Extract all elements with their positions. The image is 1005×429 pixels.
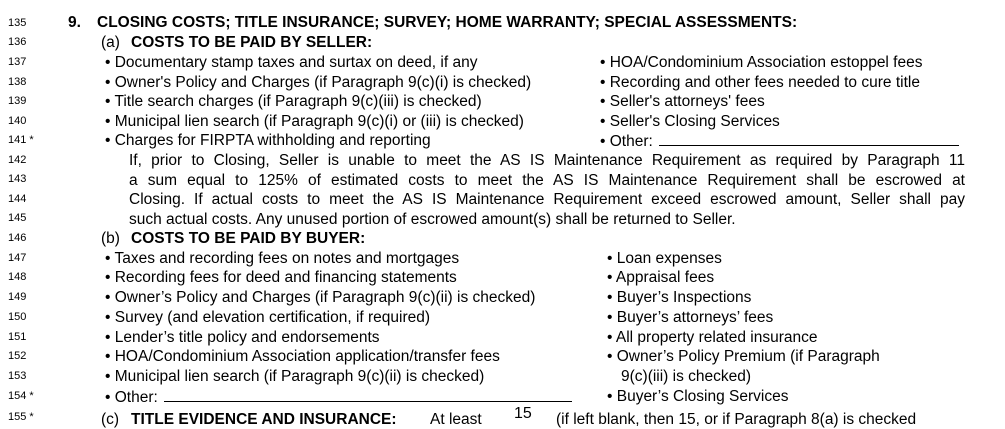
- seller-cost-item: • Municipal lien search (if Paragraph 9(c)(i) or (iii) is checked): [105, 113, 524, 130]
- title-evidence-heading: TITLE EVIDENCE AND INSURANCE:: [131, 411, 397, 428]
- line-number: 139: [8, 95, 27, 107]
- line-number: 143: [8, 173, 27, 185]
- line-number: 151: [8, 331, 27, 343]
- subsection-label: (c): [101, 411, 120, 428]
- section-number: 9.: [68, 14, 81, 31]
- line-number: 149: [8, 291, 27, 303]
- buyer-cost-item: • Owner’s Policy Premium (if Paragraph: [607, 348, 880, 365]
- line-number: 141 *: [8, 134, 34, 146]
- as-is-paragraph-line: Closing. If actual costs to meet the AS IS Maintenance Requirement exceed escrowed amount, Seller shall pay: [129, 191, 965, 208]
- seller-cost-item: • Charges for FIRPTA withholding and reporting: [105, 132, 431, 149]
- as-is-paragraph-line: a sum equal to 125% of estimated costs to meet the AS IS Maintenance Requirement shall be escrowed at: [129, 171, 965, 189]
- buyer-other-item: [105, 387, 572, 407]
- seller-cost-item: • Recording and other fees needed to cure title: [600, 74, 920, 91]
- buyer-cost-item: • Buyer’s Closing Services: [607, 388, 789, 405]
- subsection-label: (a): [101, 34, 120, 51]
- section-title: CLOSING COSTS; TITLE INSURANCE; SURVEY; HOME WARRANTY; SPECIAL ASSESSMENTS:: [97, 14, 798, 31]
- buyer-cost-item: • Buyer’s Inspections: [607, 289, 752, 306]
- seller-costs-heading: COSTS TO BE PAID BY SELLER:: [131, 34, 373, 51]
- buyer-costs-heading: COSTS TO BE PAID BY BUYER:: [131, 230, 366, 247]
- seller-other-blank-field[interactable]: [659, 131, 959, 146]
- buyer-cost-item: • Survey (and elevation certification, if required): [105, 309, 431, 326]
- seller-cost-item: • Title search charges (if Paragraph 9(c)(iii) is checked): [105, 93, 482, 110]
- line-number: 146: [8, 232, 27, 244]
- line-number: 150: [8, 311, 27, 323]
- buyer-cost-item: • Lender’s title policy and endorsements: [105, 329, 380, 346]
- line-number: 152: [8, 350, 27, 362]
- line-number: 137: [8, 56, 27, 68]
- buyer-cost-item: • Buyer’s attorneys’ fees: [607, 309, 774, 326]
- buyer-other-blank-field[interactable]: [164, 387, 572, 402]
- buyer-cost-item: • HOA/Condominium Association application/transfer fees: [105, 348, 500, 365]
- as-is-paragraph-line: such actual costs. Any unused portion of escrowed amount(s) shall be returned to Seller.: [129, 210, 736, 228]
- buyer-cost-item: • Recording fees for deed and financing statements: [105, 269, 457, 286]
- buyer-cost-item: • Appraisal fees: [607, 269, 715, 286]
- line-number: 154 *: [8, 390, 34, 402]
- buyer-other-label: • Other:: [105, 389, 158, 406]
- buyer-cost-item: • Municipal lien search (if Paragraph 9(c)(ii) is checked): [105, 368, 485, 385]
- as-is-paragraph-line: If, prior to Closing, Seller is unable to meet the AS IS Maintenance Requirement as required by Paragraph 11: [129, 152, 965, 169]
- line-number: 140: [8, 115, 27, 127]
- line-number: 155 *: [8, 411, 34, 423]
- title-evidence-lead: At least: [430, 411, 482, 428]
- seller-other-item: [600, 131, 959, 151]
- buyer-cost-item: • Taxes and recording fees on notes and mortgages: [105, 250, 460, 267]
- buyer-cost-item: • All property related insurance: [607, 329, 818, 346]
- line-number: 153: [8, 370, 27, 382]
- line-number: 148: [8, 271, 27, 283]
- subsection-label: (b): [101, 230, 120, 247]
- title-evidence-tail: (if left blank, then 15, or if Paragraph 8(a) is checked: [556, 411, 917, 428]
- seller-cost-item: • Owner's Policy and Charges (if Paragraph 9(c)(i) is checked): [105, 74, 532, 91]
- line-number: 138: [8, 76, 27, 88]
- line-number: 144: [8, 193, 27, 205]
- seller-other-label: • Other:: [600, 133, 653, 150]
- line-number: 145: [8, 212, 27, 224]
- seller-cost-item: • Documentary stamp taxes and surtax on deed, if any: [105, 54, 478, 71]
- buyer-cost-item: • Owner’s Policy and Charges (if Paragraph 9(c)(ii) is checked): [105, 289, 536, 306]
- buyer-cost-item: • Loan expenses: [607, 250, 722, 267]
- line-number: 147: [8, 252, 27, 264]
- seller-cost-item: • Seller's attorneys' fees: [600, 93, 765, 110]
- line-number: 142: [8, 154, 27, 166]
- line-number: 136: [8, 36, 27, 48]
- buyer-cost-item-continuation: 9(c)(iii) is checked): [621, 368, 752, 385]
- line-number: 135: [8, 17, 27, 29]
- seller-cost-item: • Seller's Closing Services: [600, 113, 780, 130]
- days-input-value[interactable]: 15: [514, 405, 532, 422]
- seller-cost-item: • HOA/Condominium Association estoppel fees: [600, 54, 923, 71]
